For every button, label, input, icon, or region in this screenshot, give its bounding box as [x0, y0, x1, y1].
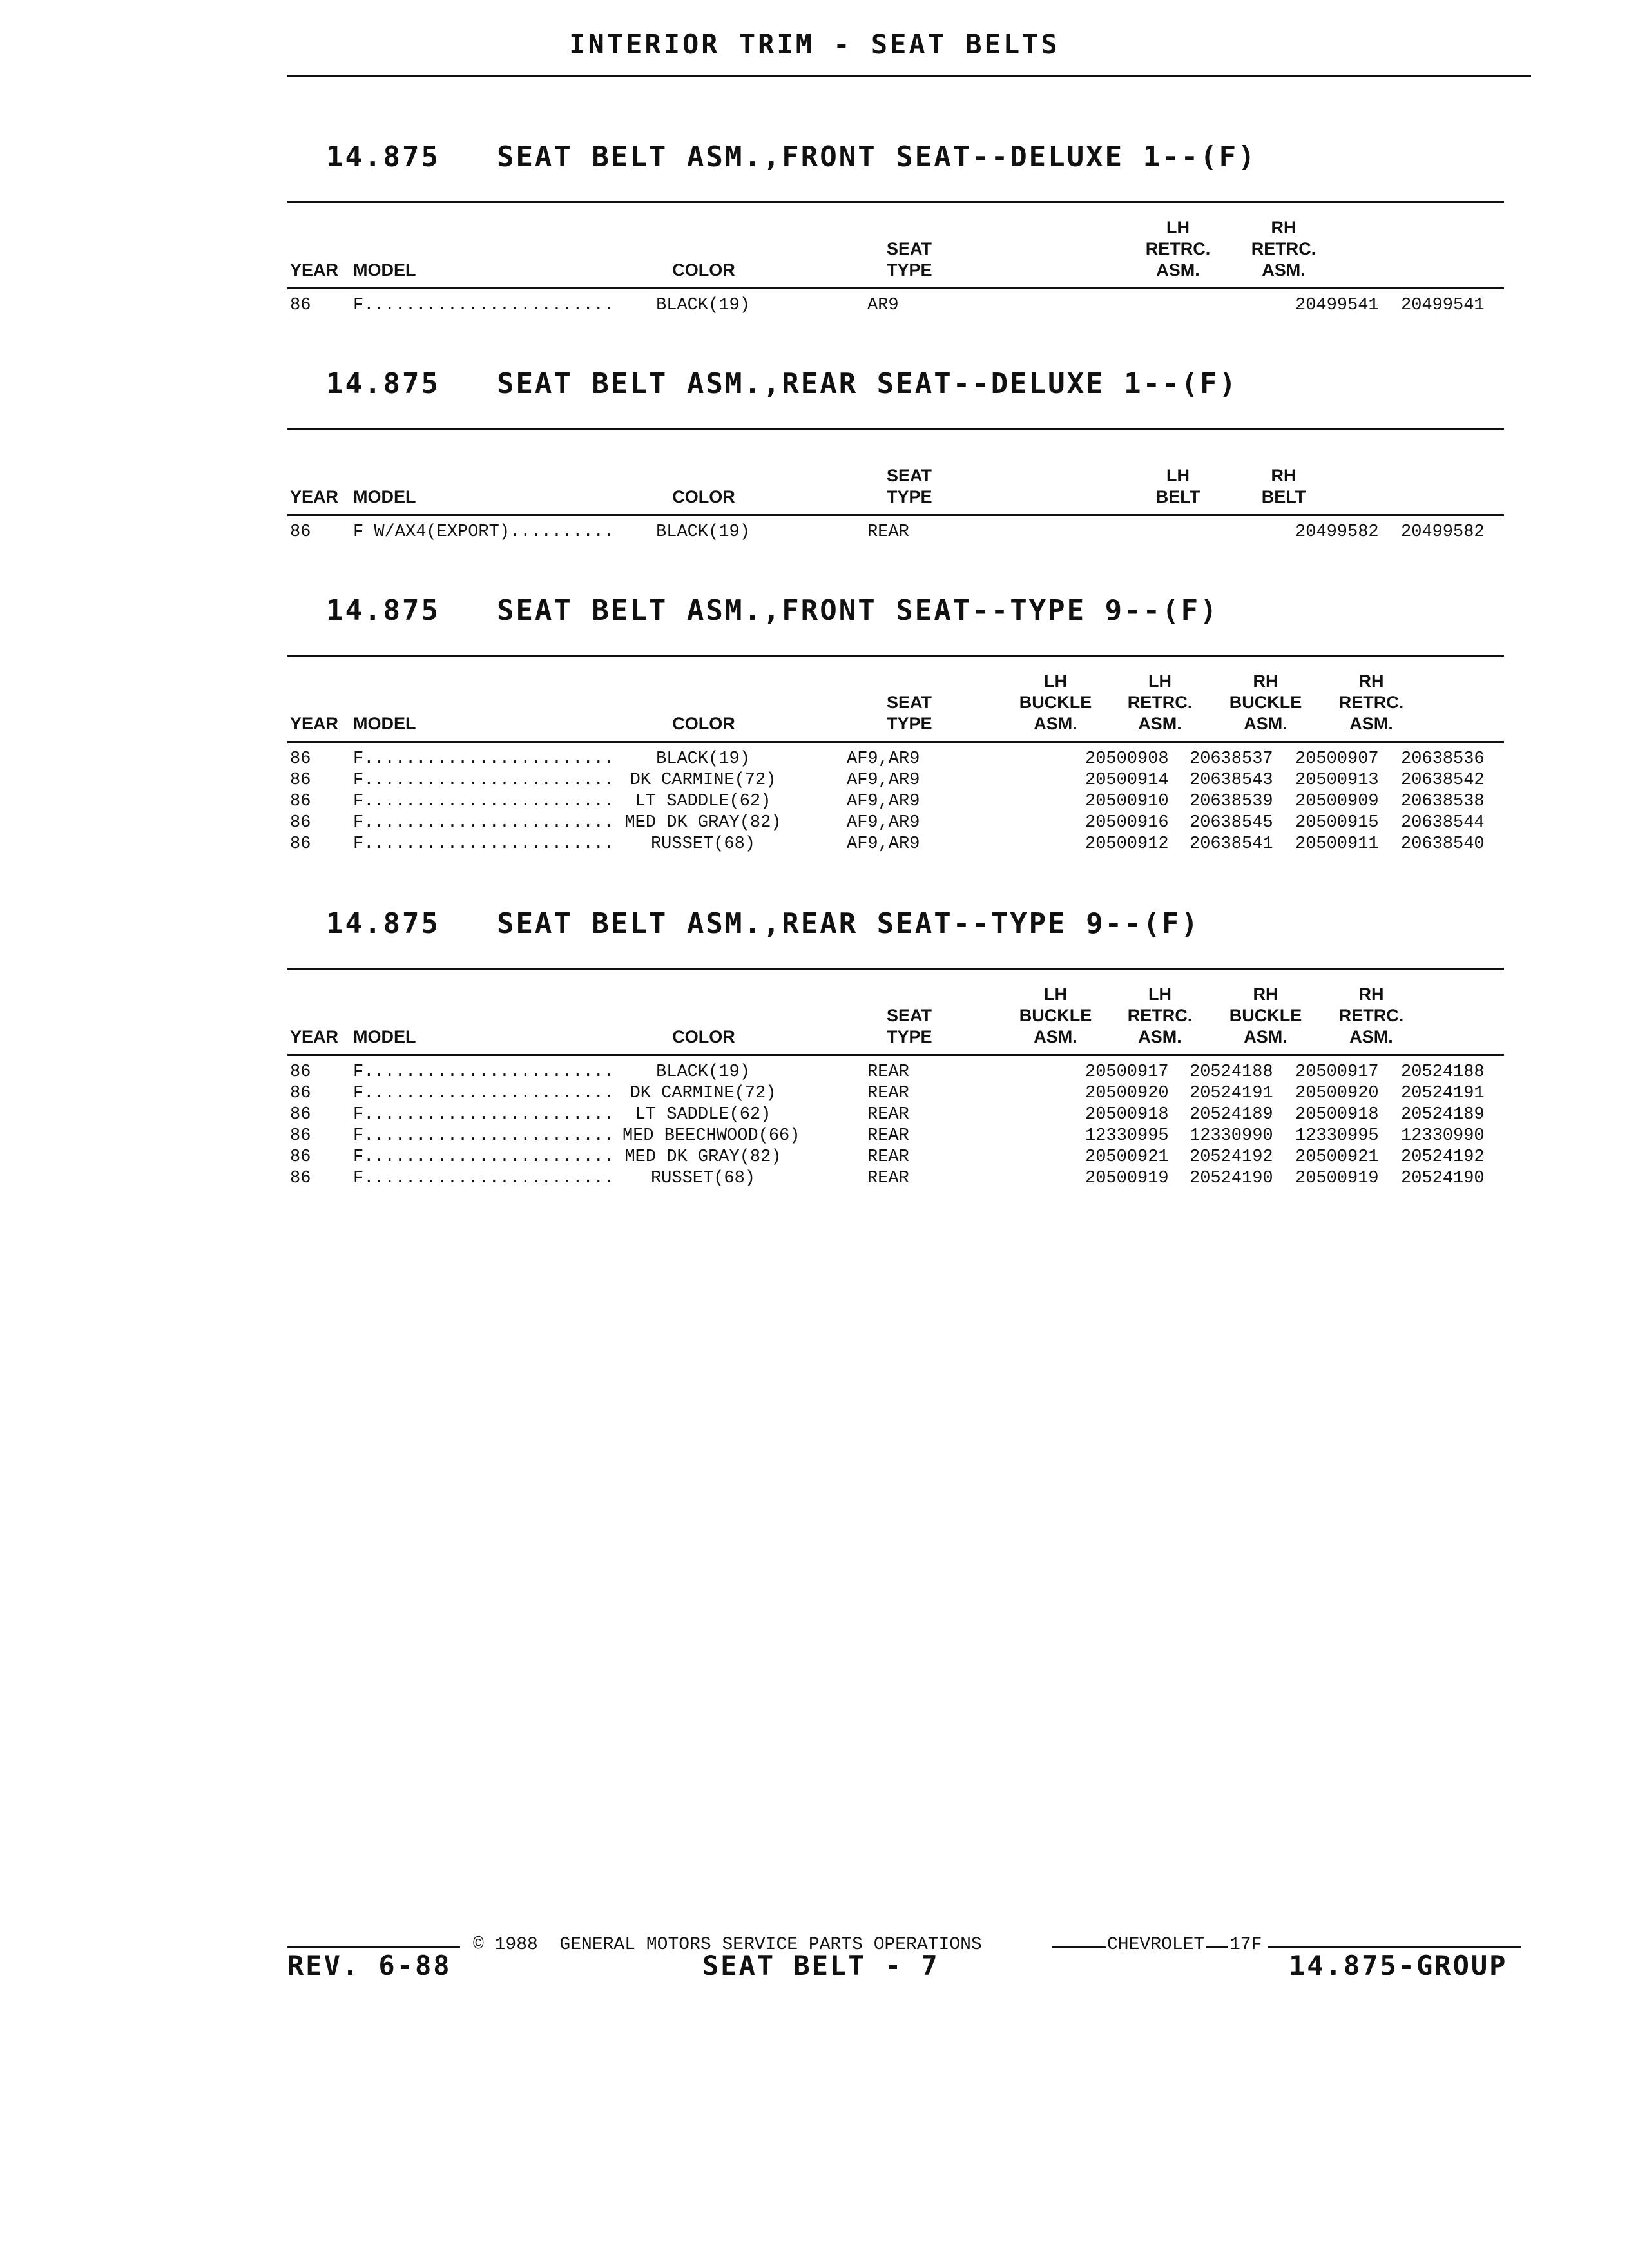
row-part-number: 20500916: [1085, 813, 1169, 832]
footer-rule-mid2: [1206, 1946, 1228, 1948]
row-part-number: 20524189: [1401, 1105, 1485, 1124]
row-part-number: 20500907: [1295, 749, 1379, 769]
row-part-number: 20524190: [1401, 1169, 1485, 1188]
row-color: BLACK(19): [656, 523, 750, 542]
row-year: 86: [290, 1148, 311, 1167]
section-rule-header: [287, 287, 1504, 289]
row-part-number: 20500917: [1085, 1062, 1169, 1082]
row-seat-type: AF9,AR9: [847, 792, 920, 811]
column-seat-type: SEAT TYPE: [887, 693, 932, 733]
row-year: 86: [290, 1126, 311, 1146]
column-part-1: LH RETRC. ASM.: [1127, 985, 1193, 1046]
section-number: 14.875: [326, 907, 440, 940]
footer-rule-right: [1268, 1946, 1521, 1948]
row-part-number: 20638543: [1190, 771, 1273, 790]
column-model: MODEL: [353, 714, 416, 733]
column-part-1: LH RETRC. ASM.: [1127, 671, 1193, 733]
row-part-number: 20500912: [1085, 834, 1169, 854]
row-seat-type: AF9,AR9: [847, 813, 920, 832]
row-year: 86: [290, 749, 311, 769]
row-part-number: 20500913: [1295, 771, 1379, 790]
row-model: F........................: [353, 1105, 615, 1124]
row-part-number: 20638539: [1190, 792, 1273, 811]
footer-rule-left: [287, 1946, 460, 1948]
row-part-number: 20500911: [1295, 834, 1379, 854]
section-number: 14.875: [326, 594, 440, 627]
footer-copyright: © 1988 GENERAL MOTORS SERVICE PARTS OPERATIONS: [473, 1935, 982, 1955]
row-model: F........................: [353, 771, 615, 790]
section-title: [326, 367, 1238, 400]
row-color: MED DK GRAY(82): [624, 1148, 782, 1167]
row-seat-type: REAR: [867, 1105, 909, 1124]
row-model: F........................: [353, 1169, 615, 1188]
row-year: 86: [290, 1169, 311, 1188]
column-model: MODEL: [353, 487, 416, 506]
row-part-number: 20500915: [1295, 813, 1379, 832]
column-part-0: LH RETRC. ASM.: [1145, 218, 1211, 280]
column-year: YEAR: [290, 714, 339, 733]
row-model: F........................: [353, 1062, 615, 1082]
header-rule: [287, 75, 1531, 77]
section-heading: SEAT BELT ASM.,REAR SEAT--TYPE 9--(F): [496, 907, 1200, 940]
row-year: 86: [290, 792, 311, 811]
row-part-number: 20500919: [1295, 1169, 1379, 1188]
row-model: F........................: [353, 296, 615, 315]
row-color: BLACK(19): [656, 1062, 750, 1082]
column-model: MODEL: [353, 1027, 416, 1046]
row-model: F W/AX4(EXPORT)..........: [353, 523, 615, 542]
section-rule-top: [287, 968, 1504, 970]
column-part-0: LH BUCKLE ASM.: [1019, 985, 1092, 1046]
column-part-1: RH BELT: [1261, 466, 1306, 506]
row-part-number: 20638536: [1401, 749, 1485, 769]
row-seat-type: AF9,AR9: [847, 771, 920, 790]
row-year: 86: [290, 813, 311, 832]
row-part-number: 20500921: [1295, 1148, 1379, 1167]
row-year: 86: [290, 296, 311, 315]
column-color: COLOR: [672, 487, 735, 506]
row-year: 86: [290, 834, 311, 854]
row-part-number: 20638544: [1401, 813, 1485, 832]
row-part-number: 20524188: [1190, 1062, 1273, 1082]
row-part-number: 20500919: [1085, 1169, 1169, 1188]
row-part-number: 12330990: [1190, 1126, 1273, 1146]
row-part-number: 20499541: [1295, 296, 1379, 315]
footer-revision: REV. 6-88: [287, 1950, 452, 1981]
column-seat-type: SEAT TYPE: [887, 1006, 932, 1046]
section-rule-top: [287, 428, 1504, 430]
row-part-number: 12330990: [1401, 1126, 1485, 1146]
row-part-number: 20500920: [1295, 1084, 1379, 1103]
section-number: 14.875: [326, 140, 440, 173]
section-rule-header: [287, 741, 1504, 743]
row-seat-type: REAR: [867, 523, 909, 542]
column-part-3: RH RETRC. ASM.: [1338, 671, 1404, 733]
column-part-1: RH RETRC. ASM.: [1251, 218, 1316, 280]
row-part-number: 20638540: [1401, 834, 1485, 854]
section-title: [326, 594, 1219, 627]
row-part-number: 20524189: [1190, 1105, 1273, 1124]
section-rule-header: [287, 1054, 1504, 1056]
row-part-number: 20638542: [1401, 771, 1485, 790]
row-part-number: 20499541: [1401, 296, 1485, 315]
row-model: F........................: [353, 1148, 615, 1167]
column-year: YEAR: [290, 1027, 339, 1046]
row-seat-type: AF9,AR9: [847, 834, 920, 854]
row-part-number: 20500908: [1085, 749, 1169, 769]
row-seat-type: REAR: [867, 1062, 909, 1082]
row-part-number: 20500917: [1295, 1062, 1379, 1082]
row-seat-type: REAR: [867, 1148, 909, 1167]
row-model: F........................: [353, 834, 615, 854]
column-color: COLOR: [672, 260, 735, 280]
section-heading: SEAT BELT ASM.,FRONT SEAT--DELUXE 1--(F): [496, 140, 1257, 173]
column-color: COLOR: [672, 714, 735, 733]
section-heading: SEAT BELT ASM.,REAR SEAT--DELUXE 1--(F): [496, 367, 1239, 400]
section: [287, 367, 1504, 599]
row-color: MED DK GRAY(82): [624, 813, 782, 832]
section-rule-top: [287, 201, 1504, 203]
row-part-number: 20500910: [1085, 792, 1169, 811]
row-part-number: 20638538: [1401, 792, 1485, 811]
column-part-2: RH BUCKLE ASM.: [1229, 985, 1302, 1046]
column-part-0: LH BELT: [1155, 466, 1200, 506]
section-title: [326, 140, 1257, 173]
row-part-number: 20500918: [1295, 1105, 1379, 1124]
row-model: F........................: [353, 1084, 615, 1103]
row-part-number: 20524191: [1401, 1084, 1485, 1103]
row-seat-type: AF9,AR9: [847, 749, 920, 769]
section: [287, 907, 1504, 1188]
section-heading: SEAT BELT ASM.,FRONT SEAT--TYPE 9--(F): [496, 594, 1219, 627]
row-model: F........................: [353, 749, 615, 769]
footer-rule-mid: [1052, 1946, 1106, 1948]
row-part-number: 20499582: [1295, 523, 1379, 542]
row-color: RUSSET(68): [650, 1169, 756, 1188]
column-model: MODEL: [353, 260, 416, 280]
page-title: INTERIOR TRIM - SEAT BELTS: [569, 28, 1060, 60]
row-part-number: 20500920: [1085, 1084, 1169, 1103]
column-color: COLOR: [672, 1027, 735, 1046]
footer-group: 14.875-GROUP: [1289, 1950, 1508, 1981]
row-color: DK CARMINE(72): [630, 1084, 776, 1103]
row-color: DK CARMINE(72): [630, 771, 776, 790]
row-year: 86: [290, 1084, 311, 1103]
row-seat-type: REAR: [867, 1169, 909, 1188]
row-part-number: 12330995: [1295, 1126, 1379, 1146]
row-seat-type: AR9: [867, 296, 899, 315]
row-part-number: 20500909: [1295, 792, 1379, 811]
row-seat-type: REAR: [867, 1084, 909, 1103]
row-part-number: 12330995: [1085, 1126, 1169, 1146]
column-part-3: RH RETRC. ASM.: [1338, 985, 1404, 1046]
row-part-number: 20638541: [1190, 834, 1273, 854]
row-color: LT SADDLE(62): [635, 792, 771, 811]
column-seat-type: SEAT TYPE: [887, 466, 932, 506]
row-part-number: 20524192: [1190, 1148, 1273, 1167]
row-color: MED BEECHWOOD(66): [622, 1126, 800, 1146]
column-year: YEAR: [290, 260, 339, 280]
row-part-number: 20638545: [1190, 813, 1273, 832]
row-year: 86: [290, 1105, 311, 1124]
row-part-number: 20524192: [1401, 1148, 1485, 1167]
row-year: 86: [290, 771, 311, 790]
row-model: F........................: [353, 813, 615, 832]
row-part-number: 20638537: [1190, 749, 1273, 769]
row-model: F........................: [353, 1126, 615, 1146]
column-part-2: RH BUCKLE ASM.: [1229, 671, 1302, 733]
row-part-number: 20500914: [1085, 771, 1169, 790]
section: [287, 594, 1504, 854]
row-part-number: 20524190: [1190, 1169, 1273, 1188]
row-color: BLACK(19): [656, 296, 750, 315]
column-year: YEAR: [290, 487, 339, 506]
row-part-number: 20499582: [1401, 523, 1485, 542]
footer-code: 17F: [1229, 1935, 1262, 1955]
row-year: 86: [290, 1062, 311, 1082]
column-seat-type: SEAT TYPE: [887, 239, 932, 280]
row-model: F........................: [353, 792, 615, 811]
section-title: [326, 907, 1200, 940]
section: [287, 140, 1504, 372]
row-color: RUSSET(68): [650, 834, 756, 854]
row-part-number: 20500918: [1085, 1105, 1169, 1124]
row-year: 86: [290, 523, 311, 542]
column-part-0: LH BUCKLE ASM.: [1019, 671, 1092, 733]
row-color: BLACK(19): [656, 749, 750, 769]
footer-brand: CHEVROLET: [1107, 1935, 1205, 1955]
row-part-number: 20524191: [1190, 1084, 1273, 1103]
row-part-number: 20500921: [1085, 1148, 1169, 1167]
section-rule-top: [287, 655, 1504, 657]
row-seat-type: REAR: [867, 1126, 909, 1146]
row-part-number: 20524188: [1401, 1062, 1485, 1082]
row-color: LT SADDLE(62): [635, 1105, 771, 1124]
section-number: 14.875: [326, 367, 440, 400]
footer-page-number: SEAT BELT - 7: [702, 1950, 940, 1981]
section-rule-header: [287, 514, 1504, 516]
